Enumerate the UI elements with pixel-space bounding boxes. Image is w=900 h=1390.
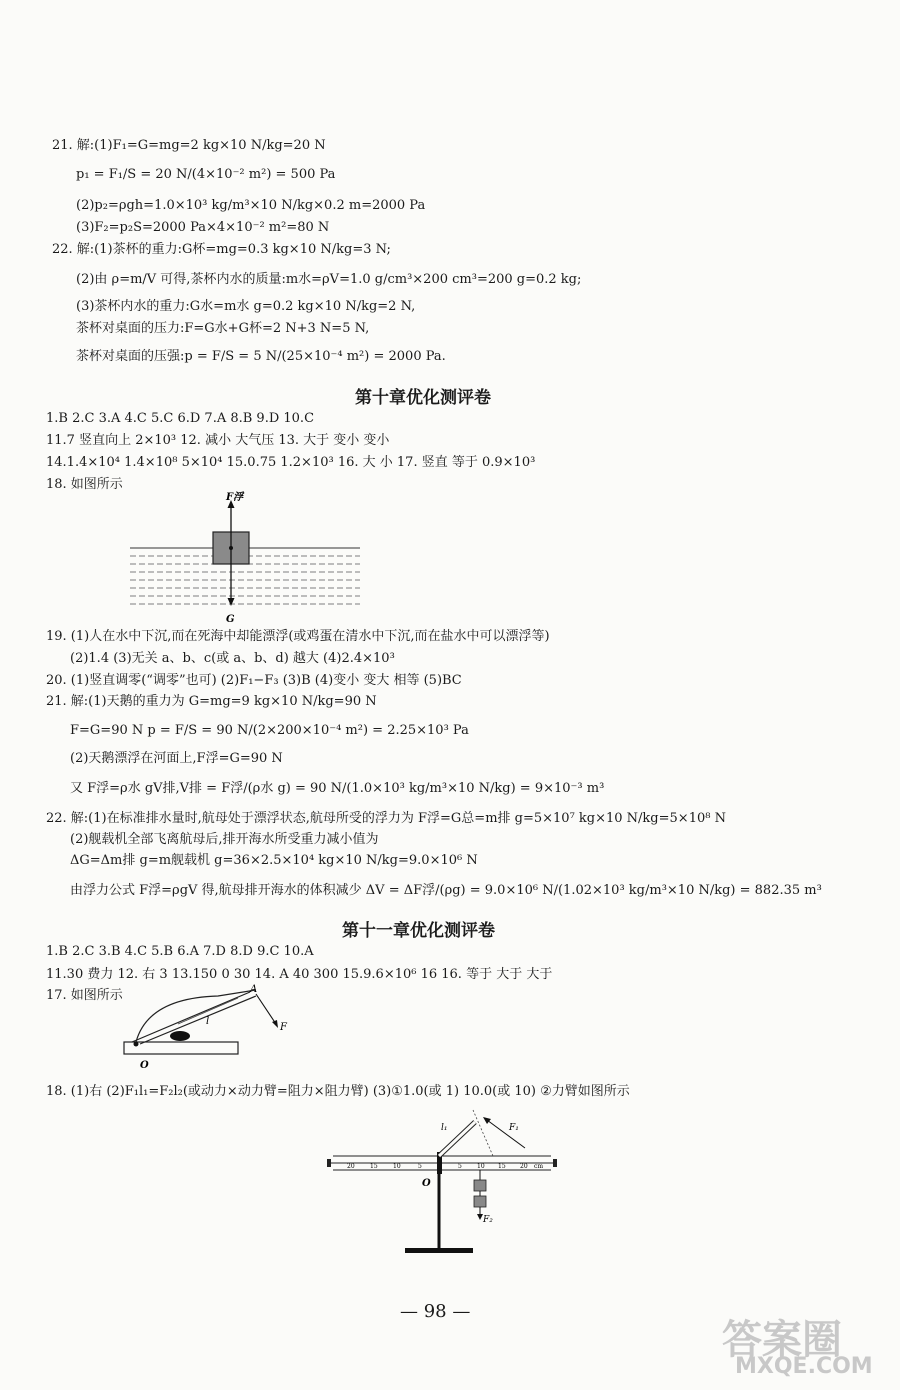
gravity-label: G: [226, 614, 235, 625]
ch10-q22-line4: 由浮力公式 F浮=ρgV 得,航母排开海水的体积减少 ΔV = ΔF浮/(ρg) = 9.0×10⁶ N/(1.02×10³ kg/m³×10 N/kg) = 882.35 m³: [70, 883, 822, 898]
ruler-tick-10l: 10: [393, 1163, 401, 1170]
ch10-q21-line1: 21. 解:(1)天鹅的重力为 G=mg=9 kg×10 N/kg=90 N: [46, 694, 377, 709]
q22-line4: 茶杯对桌面的压力:F=G水+G杯=2 N+3 N=5 N,: [76, 321, 370, 336]
q21-line4: (3)F₂=p₂S=2000 Pa×4×10⁻² m²=80 N: [76, 220, 330, 235]
hook-weight-1: [474, 1180, 486, 1191]
force-f1-label: F₁: [509, 1123, 519, 1133]
stapler-figure: [118, 984, 298, 1074]
ch10-q22-line2: (2)舰载机全部飞离航母后,排开海水所受重力减小值为: [70, 832, 379, 847]
ch10-q20: 20. (1)竖直调零(“调零”也可) (2)F₁−F₃ (3)B (4)变小 变大 相等 (5)BC: [46, 673, 462, 688]
ruler-unit: cm: [534, 1163, 544, 1170]
q21-formula-p1: p₁ = F₁/S = 20 N/(4×10⁻² m²) = 500 Pa: [76, 167, 336, 182]
ch10-answers-14-17: 14.1.4×10⁴ 1.4×10⁸ 5×10⁴ 15.0.75 1.2×10³ 16. 大 小 17. 竖直 等于 0.9×10³: [46, 455, 536, 470]
watermark-logo: 答案圈: [722, 1317, 842, 1363]
q22-line5: 茶杯对桌面的压强:p = F/S = 5 N/(25×10⁻⁴ m²) = 2000 Pa.: [76, 349, 446, 364]
arm-l1-label: l₁: [441, 1123, 448, 1133]
ruler-tick-20r: 20: [520, 1163, 528, 1170]
force-f2-label: F₂: [483, 1215, 493, 1225]
ruler-tick-15r: 15: [498, 1163, 506, 1170]
section-title-ch10: 第十章优化测评卷: [355, 388, 491, 408]
q21-line1: 21. 解:(1)F₁=G=mg=2 kg×10 N/kg=20 N: [52, 138, 326, 153]
ch10-q19-line1: 19. (1)人在水中下沉,而在死海中却能漂浮(或鸡蛋在清水中下沉,而在盐水中可以漂浮等): [46, 629, 550, 644]
ruler-tick-5l: 5: [418, 1163, 422, 1170]
q21-line3: (2)p₂=ρgh=1.0×10³ kg/m³×10 N/kg×0.2 m=2000 Pa: [76, 198, 426, 213]
buoyancy-figure: [130, 492, 360, 626]
ch10-q22-line3: ΔG=Δm排 g=m舰载机 g=36×2.5×10⁴ kg×10 N/kg=9.0×10⁶ N: [70, 853, 478, 868]
lever-balance-figure: [325, 1108, 560, 1288]
q22-line3: (3)茶杯内水的重力:G水=m水 g=0.2 kg×10 N/kg=2 N,: [76, 299, 416, 314]
ch11-q17: 17. 如图所示: [46, 988, 123, 1003]
q22-line1: 22. 解:(1)茶杯的重力:G杯=mg=0.3 kg×10 N/kg=3 N;: [52, 242, 391, 257]
ch10-answers-11-13: 11.7 竖直向上 2×10³ 12. 减小 大气压 13. 大于 变小 变小: [46, 433, 390, 448]
ch10-q18: 18. 如图所示: [46, 477, 123, 492]
ch10-q21-line2: F=G=90 N p = F/S = 90 N/(2×200×10⁻⁴ m²) = 2.25×10³ Pa: [70, 723, 469, 738]
ruler-tick-15l: 15: [370, 1163, 378, 1170]
q22-line2: (2)由 ρ=m/V 可得,茶杯内水的质量:m水=ρV=1.0 g/cm³×200 cm³=200 g=0.2 kg;: [76, 272, 582, 287]
ruler-tick-5r: 5: [458, 1163, 462, 1170]
force-f-label: F: [280, 1022, 287, 1033]
page-number: — 98 —: [400, 1301, 471, 1322]
watermark-url: MXQE.COM: [735, 1354, 873, 1379]
ch10-q21-line4: 又 F浮=ρ水 gV排,V排 = F浮/(ρ水 g) = 90 N/(1.0×10³ kg/m³×10 N/kg) = 9×10⁻³ m³: [70, 781, 605, 796]
ruler-tick-20l: 20: [347, 1163, 355, 1170]
ch11-answers-1-10: 1.B 2.C 3.B 4.C 5.B 6.A 7.D 8.D 9.C 10.A: [46, 944, 314, 959]
ch10-q22-line1: 22. 解:(1)在标准排水量时,航母处于漂浮状态,航母所受的浮力为 F浮=G总=m排 g=5×10⁷ kg×10 N/kg=5×10⁸ N: [46, 811, 726, 826]
buoyant-force-label: F浮: [226, 492, 244, 503]
ruler-tick-10r: 10: [477, 1163, 485, 1170]
section-title-ch11: 第十一章优化测评卷: [342, 921, 495, 941]
ch11-q18: 18. (1)右 (2)F₁l₁=F₂l₂(或动力×动力臂=阻力×阻力臂) (3)①1.0(或 1) 10.0(或 10) ②力臂如图所示: [46, 1084, 630, 1099]
ch10-q19-line2: (2)1.4 (3)无关 a、b、c(或 a、b、d) 越大 (4)2.4×10³: [70, 651, 395, 666]
ch11-answers-11-16: 11.30 费力 12. 右 3 13.150 0 30 14. A 40 300 15.9.6×10⁶ 16 16. 等于 大于 大于: [46, 967, 553, 982]
ch10-answers-1-10: 1.B 2.C 3.A 4.C 5.C 6.D 7.A 8.B 9.D 10.C: [46, 411, 315, 426]
arm-l-label: l: [206, 1016, 210, 1027]
ch10-q21-line3: (2)天鹅漂浮在河面上,F浮=G=90 N: [70, 751, 283, 766]
pivot-o-label: O: [422, 1178, 431, 1189]
hook-weight-2: [474, 1196, 486, 1207]
pivot-o-label: O: [140, 1060, 149, 1071]
point-a-label: A: [250, 984, 258, 995]
